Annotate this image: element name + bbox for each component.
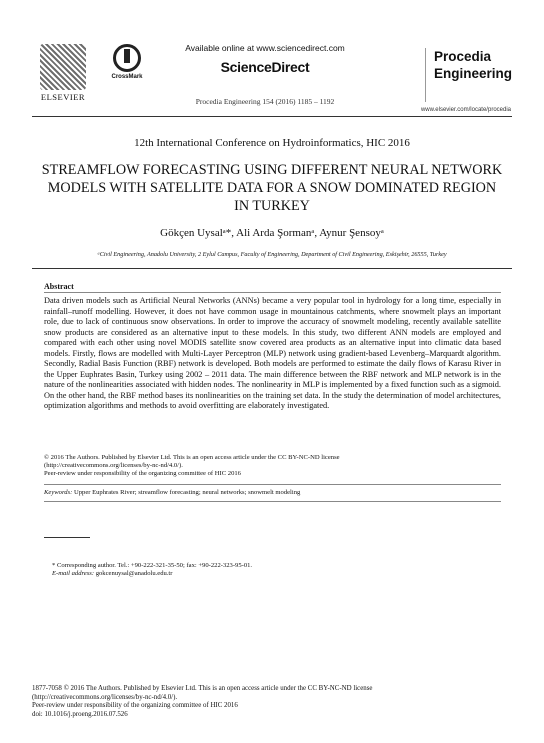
crossmark-badge[interactable] [110,44,144,80]
email-line [52,570,492,578]
paper-title: STREAMFLOW FORECASTING USING DIFFERENT NEURAL NETWORK MODELS WITH SATELLITE DATA FOR A SNOW DOMINATED REGION IN TURKEY [41,162,503,214]
issn-copyright-line: 1877-7058 © 2016 The Authors. Published by Elsevier Ltd. This is an open access article under the CC BY-NC-ND license [32,685,373,692]
author-list: Gökçen Uysalᵃ*, Ali Arda Şormanᵃ, Aynur Şensoyᵃ [160,227,384,239]
header-rule [32,116,512,117]
crossmark-icon [113,44,141,72]
keywords [44,489,501,496]
license-link[interactable]: (http://creativecommons.org/licenses/by-nc-nd/4.0/). [44,462,183,470]
author-affiliation: ᵃCivil Engineering, Anadolu University, 2 Eylul Campus, Faculty of Engineering, Department of Civil Engineering, Eskişehir, 26555, Turkey [97,251,447,258]
journal-name-line2: Engineering [434,66,513,81]
bottom-peer-review-line: Peer-review under responsibility of the organizing committee of HIC 2016 [32,702,238,710]
keywords-text: Upper Euphrates River; streamflow forecasting; neural networks; snowmelt modeling [72,489,301,496]
journal-logo [425,48,518,102]
crossmark-label: CrossMark [111,74,143,80]
peer-review-line: Peer-review under responsibility of the organizing committee of HIC 2016 [44,470,241,478]
publisher-name: ELSEVIER [40,92,86,102]
available-online-text: Available online at www.sciencedirect.com [185,43,345,53]
footnote-rule [44,537,90,538]
corresponding-author-footnote [52,562,492,579]
elsevier-tree-icon [40,44,86,90]
journal-reference: Procedia Engineering 154 (2016) 1185 – 1192 [195,97,335,106]
doi[interactable]: doi: 10.1016/j.proeng.2016.07.526 [32,710,128,718]
conference-name: 12th International Conference on Hydroinformatics, HIC 2016 [134,137,410,149]
keywords-rule [44,484,501,485]
corresponding-author-contact: * Corresponding author. Tel.: +90-222-321-35-50; fax: +90-222-323-95-01. [52,562,253,569]
journal-name-line1: Procedia [434,49,492,64]
elsevier-logo [34,44,92,106]
journal-url[interactable]: www.elsevier.com/locate/procedia [420,107,511,113]
bottom-license-link[interactable]: (http://creativecommons.org/licenses/by-nc-nd/4.0/). [32,693,178,701]
bottom-publication-info [32,685,512,719]
abstract-heading-rule [44,292,501,293]
keywords-label: Keywords: [44,489,73,496]
sciencedirect-logo: ScienceDirect [220,59,310,75]
copyright-line: © 2016 The Authors. Published by Elsevier Ltd. This is an open access article under the CC BY-NC-ND license [44,454,340,461]
abstract-text: Data driven models such as Artificial Neural Networks (ANNs) became a very popular tool in hydrology for a long time, especially in rainfall–runoff modelling. However, it does not have common usage in mountainous catchments, where snowmelt plays an important role, due to lack of continuous snow observations. In order to improve the accuracy of snowmelt modeling, recently available satellite snow products are considered as an alternative input to these models. In this study, two different ANN models are employed and compared with each other using novel MODIS satellite snow covered area products as an alternative input into climatic data based models. Firstly, flows are modelled with Multi-Layer Perceptron (MLP) network using gradient-based Levenberg–Marquardt algorithm. Secondly, Radial Basis Function (RBF) network is developed. Both models are performed to estimate the daily flows of Karasu River in the Upper Euphrates Basin, Turkey using 2002 – 2011 data. The main difference between the RBF network and MLP network is in the nature of the nonlinearities associated with hidden nodes. The nonlinearity in MLP is implemented by a fixed function such as a sigmoid. On the other hand, the RBF method bases its nonlinearities on the training set data. In the study the determination of model architectures, optimization algorithms and methods to avoid overfitting are elaborately investigated. [44,296,501,411]
abstract-heading: Abstract [44,282,74,291]
keywords-bottom-rule [44,501,501,502]
copyright-notice [44,454,501,479]
abstract-top-rule [32,268,512,269]
email-address[interactable]: gokcenuysal@anadolu.edu.tr [94,570,173,578]
email-label: E-mail address: [52,570,95,578]
